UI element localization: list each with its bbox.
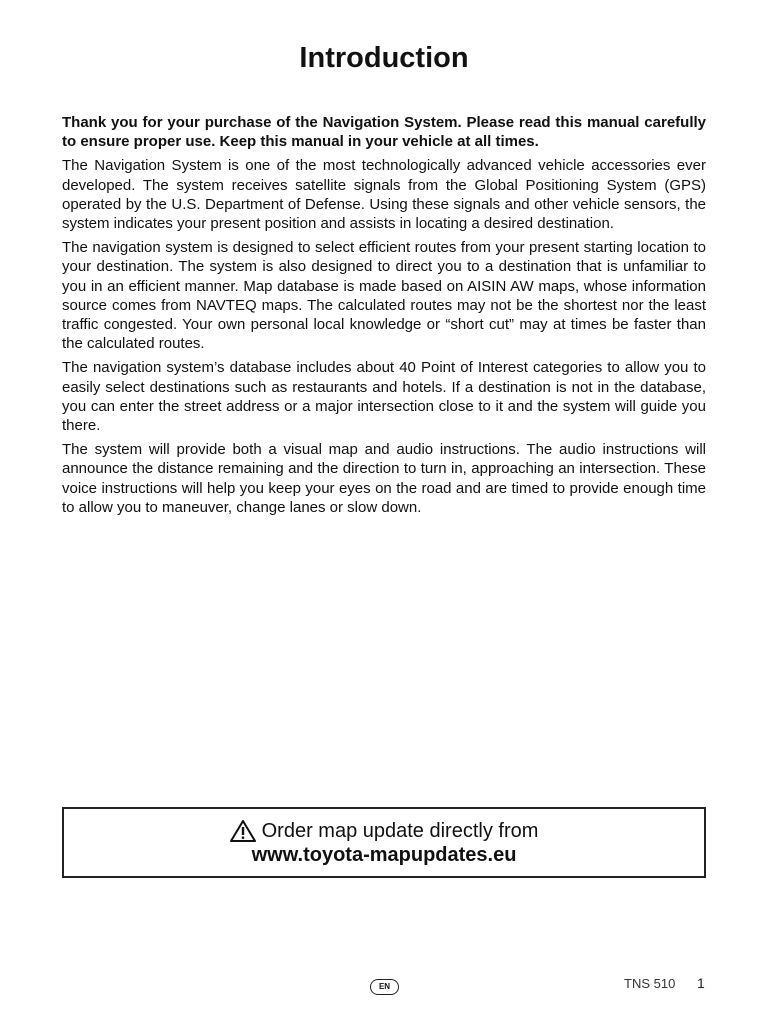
body-text <box>62 113 706 522</box>
map-update-url[interactable]: www.toyota-mapupdates.eu <box>251 844 517 866</box>
routing-paragraph: The navigation system is designed to select efficient routes from your present starting location to your destination. The system is also designed to direct you to a destination that is unfamiliar to you in an efficient manner. Map database is made based on AISIN AW maps, whose information source comes from NAVTEQ maps. The calculated routes may not be the shortest nor the least traffic congested. Your own personal local knowledge or “short cut” may at times be faster than the calculated routes. <box>62 239 706 353</box>
map-update-notice <box>62 807 706 878</box>
intro-paragraph: Thank you for your purchase of the Navigation System. Please read this manual carefully to ensure proper use. Keep this manual in your vehicle at all times. <box>62 114 706 151</box>
warning-triangle-icon <box>230 820 256 842</box>
notice-text: Order map update directly from <box>261 820 539 842</box>
language-badge: EN <box>370 979 399 995</box>
page-number: 1 <box>697 975 705 991</box>
model-label: TNS 510 <box>624 976 676 991</box>
page-title: Introduction <box>299 42 469 74</box>
database-paragraph: The navigation system’s database includes about 40 Point of Interest categories to allow you to easily select destinations such as restaurants and hotels. If a destination is not in the database, you can enter the street address or a major intersection close to it and the system will guide you there. <box>62 359 706 435</box>
instructions-paragraph: The system will provide both a visual map and audio instructions. The audio instructions will announce the distance remaining and the direction to turn in, approaching an intersection. These voice instructions will help you keep your eyes on the road and are timed to provide enough time to allow you to maneuver, change lanes or slow down. <box>62 441 706 516</box>
system-overview-paragraph: The Navigation System is one of the most technologically advanced vehicle accessories ever developed. The system receives satellite signals from the Global Positioning System (GPS) operated by the U.S. Department of Defense. Using these signals and other vehicle sensors, the system indicates your present position and assists in locating a desired destination. <box>62 157 706 233</box>
